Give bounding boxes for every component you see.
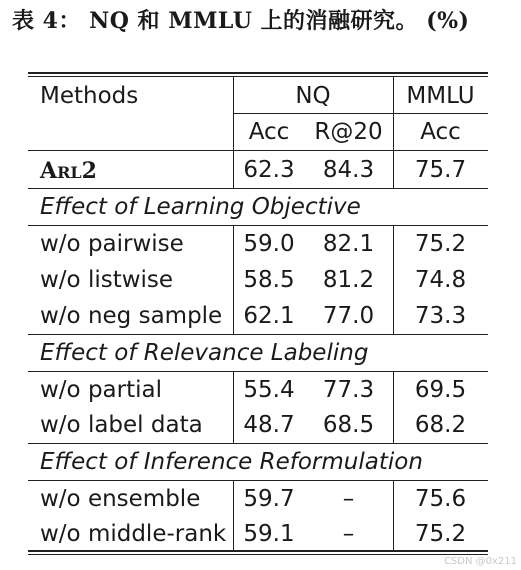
row-nq-acc: 48.7 [243, 412, 295, 438]
row-mmlu-acc: 68.2 [414, 412, 467, 438]
row-nq-acc: 59.7 [243, 486, 295, 512]
row-arl2-nq-r20: 84.3 [322, 157, 375, 183]
top-rule [28, 72, 488, 74]
row-method: w/o neg sample [40, 303, 223, 329]
section-title-inference-reformulation: Effect of Inference Reformulation [40, 449, 423, 475]
row-nq-r20: 77.0 [322, 303, 375, 329]
header-mmlu: MMLU [406, 83, 475, 109]
row-nq-acc: 59.1 [243, 521, 295, 547]
row-mmlu-acc: 69.5 [414, 377, 467, 403]
section2-title-rule [28, 371, 488, 372]
vline-s2-a [233, 371, 234, 443]
watermark: CSDN @0x211 [443, 556, 517, 567]
row-nq-r20: – [342, 521, 355, 547]
row-method: w/o listwise [40, 267, 174, 293]
vline-s1-a [233, 225, 234, 334]
header-methods: Methods [40, 83, 139, 109]
table-caption: 表 4： NQ 和 MMLU 上的消融研究。 (%) [12, 8, 470, 34]
bottom-rule-inner [28, 554, 488, 555]
row-arl2-nq-acc: 62.3 [243, 157, 295, 183]
arl2-smallcaps: RL [57, 163, 82, 182]
row-mmlu-acc: 75.2 [414, 231, 467, 257]
row-nq-r20: 68.5 [322, 412, 375, 438]
header-nq-acc: Acc [248, 119, 290, 145]
row-nq-r20: – [342, 486, 355, 512]
section1-bottom-rule [28, 334, 488, 335]
section-title-relevance-labeling: Effect of Relevance Labeling [40, 340, 369, 366]
section2-bottom-rule [28, 443, 488, 444]
row-arl2-mmlu-acc: 75.7 [414, 157, 467, 183]
header-nq-r20: R@20 [314, 119, 383, 145]
row-method: w/o partial [40, 377, 162, 403]
row-method: w/o pairwise [40, 231, 184, 257]
header-mmlu-acc: Acc [420, 119, 461, 145]
row-mmlu-acc: 75.6 [414, 486, 467, 512]
row-mmlu-acc: 75.2 [414, 521, 467, 547]
row-method: w/o label data [40, 412, 203, 438]
row-arl2-method [40, 160, 97, 182]
section1-title-rule [28, 225, 488, 226]
row-method: w/o ensemble [40, 486, 201, 512]
bottom-rule [28, 550, 488, 552]
row-nq-acc: 58.5 [243, 267, 295, 293]
row-nq-r20: 77.3 [322, 377, 375, 403]
row-nq-acc: 55.4 [243, 377, 295, 403]
row-nq-acc: 62.1 [243, 303, 295, 329]
section3-title-rule [28, 480, 488, 481]
section-title-learning-objective: Effect of Learning Objective [40, 194, 361, 220]
row-nq-acc: 59.0 [243, 231, 295, 257]
arl2-bottom-rule [28, 188, 488, 189]
arl2-suffix: 2 [81, 158, 97, 184]
vline-s3-a [233, 480, 234, 550]
row-nq-r20: 81.2 [322, 267, 375, 293]
header-nq: NQ [295, 83, 331, 109]
top-rule-inner [28, 76, 488, 77]
row-mmlu-acc: 73.3 [414, 303, 467, 329]
row-nq-r20: 82.1 [322, 231, 375, 257]
nq-subheader-rule [233, 113, 488, 114]
row-method: w/o middle-rank [40, 521, 227, 547]
header-bottom-rule [28, 150, 488, 151]
row-mmlu-acc: 74.8 [414, 267, 467, 293]
arl2-initial: A [40, 158, 58, 184]
